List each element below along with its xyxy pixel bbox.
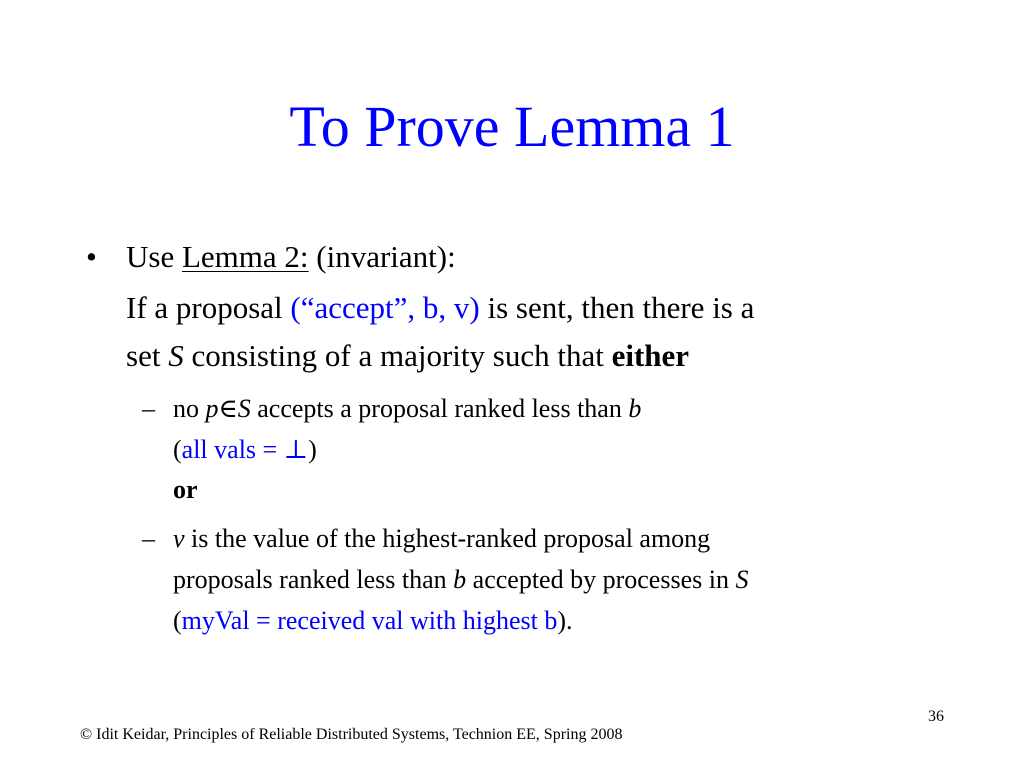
sub-text: proposals ranked less than: [173, 565, 454, 594]
slide-title: To Prove Lemma 1: [289, 94, 735, 159]
var-S: S: [237, 394, 251, 423]
var-v: v: [173, 524, 185, 553]
sub-text: accepts a proposal ranked less than: [250, 394, 629, 423]
slide-number: 36: [928, 708, 944, 725]
element-of-symbol: ∈: [218, 394, 238, 423]
dash-icon: –: [142, 394, 155, 423]
body-text: is sent, then there is a: [479, 290, 755, 325]
var-S: S: [168, 338, 184, 373]
body-line-2: [126, 340, 689, 371]
paren: ): [308, 435, 317, 464]
either-keyword: either: [611, 338, 690, 373]
var-b: b: [453, 565, 467, 594]
sub2-line-3: [173, 608, 573, 634]
var-b: b: [628, 394, 642, 423]
sub2-line-2: [173, 567, 748, 593]
body-text: set: [126, 338, 169, 373]
body-line-1: [126, 292, 754, 323]
dash-icon: –: [142, 524, 155, 553]
all-vals-bottom: all vals = ⊥: [181, 435, 309, 464]
bullet-suffix: (invariant):: [308, 239, 456, 274]
sub1-line-2: [173, 437, 317, 463]
or-keyword: or: [173, 475, 198, 504]
myval-highlight: myVal = received val with highest b: [181, 606, 558, 635]
sub-text: accepted by processes in: [466, 565, 736, 594]
proposal-tuple: (“accept”, b, v): [290, 290, 480, 325]
sub-text: is the value of the highest-ranked proposal among: [184, 524, 711, 553]
bullet-icon: •: [86, 239, 97, 274]
sub-text: no: [173, 394, 206, 423]
paren: (: [173, 435, 182, 464]
bullet-line: [126, 241, 456, 272]
sub2-line-1: [173, 526, 710, 552]
sub1-line-1: [173, 396, 641, 422]
body-text: If a proposal: [126, 290, 291, 325]
var-p: p: [205, 394, 219, 423]
paren: (: [173, 606, 182, 635]
lemma-2-link[interactable]: Lemma 2:: [181, 239, 309, 274]
bullet-prefix: Use: [126, 239, 182, 274]
paren: ).: [557, 606, 573, 635]
var-S: S: [735, 565, 749, 594]
footer-copyright: © Idit Keidar, Principles of Reliable Distributed Systems, Technion EE, Spring 2008: [80, 726, 623, 743]
body-text: consisting of a majority such that: [183, 338, 612, 373]
